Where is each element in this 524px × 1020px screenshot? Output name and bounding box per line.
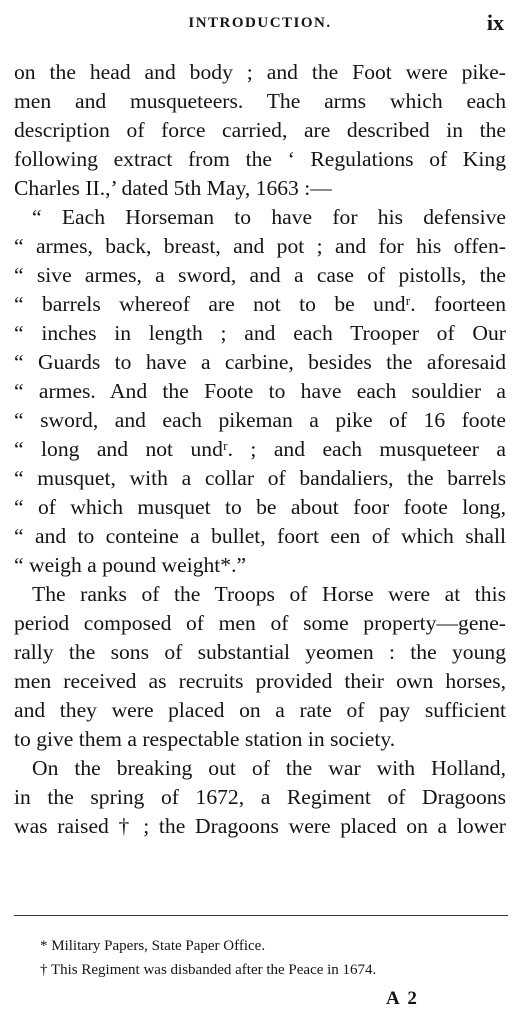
quote-line: “ musquet, with a collar of bandaliers, the barrels bbox=[14, 466, 506, 490]
page-number: ix bbox=[486, 10, 504, 35]
text-line: On the breaking out of the war with Holland, bbox=[32, 756, 506, 780]
footnote-divider bbox=[14, 915, 508, 916]
running-head: INTRODUCTION. bbox=[188, 15, 332, 31]
footnote: * Military Papers, State Paper Office. bbox=[40, 938, 266, 954]
text-line: on the head and body ; and the Foot were pike- bbox=[14, 60, 506, 84]
text-line: description of force carried, are described in the bbox=[14, 118, 506, 142]
text-line: rally the sons of substantial yeomen : the young bbox=[14, 640, 506, 664]
quote-line: “ Each Horseman to have for his defensive bbox=[32, 205, 506, 229]
body-text bbox=[14, 58, 506, 841]
text-line: men received as recruits provided their own horses, bbox=[14, 669, 506, 693]
quote-line: “ of which musquet to be about foor foote long, bbox=[14, 495, 506, 519]
text-line: Charles II.,’ dated 5th May, 1663 :— bbox=[14, 176, 332, 200]
signature-mark: A 2 bbox=[386, 988, 419, 1009]
text-line: was raised † ; the Dragoons were placed on a lower bbox=[14, 814, 506, 838]
text-line: following extract from the ‘ Regulations of King bbox=[14, 147, 506, 171]
quote-line: “ inches in length ; and each Trooper of Our bbox=[14, 321, 506, 345]
quote-line: “ sive armes, a sword, and a case of pistolls, the bbox=[14, 263, 506, 287]
quote-line: “ armes, back, breast, and pot ; and for his offen- bbox=[14, 234, 506, 258]
quote-line: “ long and not undʳ. ; and each musqueteer a bbox=[14, 437, 506, 461]
footnote: † This Regiment was disbanded after the Peace in 1674. bbox=[40, 962, 377, 978]
text-line: The ranks of the Troops of Horse were at this bbox=[32, 582, 506, 606]
text-line: to give them a respectable station in society. bbox=[14, 727, 396, 751]
quote-line: “ and to conteine a bullet, foort een of which shall bbox=[14, 524, 506, 548]
text-line: period composed of men of some property—gene- bbox=[14, 611, 506, 635]
quote-line: “ armes. And the Foote to have each souldier a bbox=[14, 379, 506, 403]
quote-line: “ sword, and each pikeman a pike of 16 foote bbox=[14, 408, 506, 432]
footnotes bbox=[40, 934, 510, 982]
text-line: and they were placed on a rate of pay sufficient bbox=[14, 698, 506, 722]
text-line: men and musqueteers. The arms which each bbox=[14, 89, 506, 113]
page-header bbox=[14, 8, 506, 38]
text-line: in the spring of 1672, a Regiment of Dragoons bbox=[14, 785, 506, 809]
quote-line: “ barrels whereof are not to be undʳ. foorteen bbox=[14, 292, 506, 316]
quote-line: “ weigh a pound weight*.” bbox=[14, 553, 247, 577]
quote-line: “ Guards to have a carbine, besides the aforesaid bbox=[14, 350, 506, 374]
